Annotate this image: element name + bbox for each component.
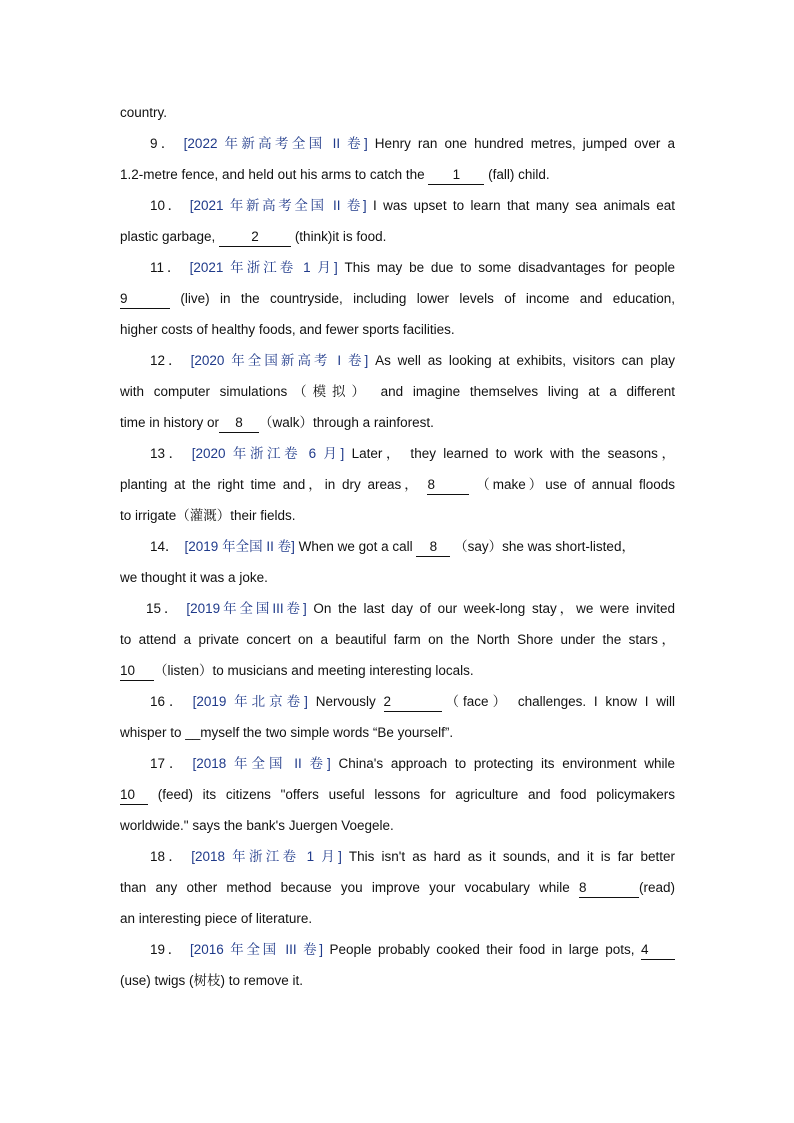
answer-blank: 10	[120, 786, 148, 805]
exam-source: [2019 年北京卷]	[192, 694, 308, 709]
question-text: (read)	[638, 880, 675, 895]
question-text: People probably cooked their food in large pots,	[323, 942, 641, 957]
question-text: to irrigate（灌溉）their fields.	[120, 508, 296, 523]
question-text: Henry ran one hundred metres, jumped over a	[367, 136, 675, 151]
question-number: 18．	[150, 849, 186, 864]
question-text: （walk）through a rainforest.	[259, 415, 434, 430]
exam-source: [2019年全国III卷]	[186, 601, 307, 616]
answer-blank: 8	[579, 879, 639, 898]
exam-source: [2018 年全国 II 卷]	[192, 756, 331, 771]
question-text: （listen）to musicians and meeting interesting locals.	[154, 663, 474, 678]
question-text: than any other method because you improve your vocabulary while	[120, 880, 579, 895]
answer-blank: 8	[416, 538, 450, 557]
text-line	[120, 161, 675, 192]
answer-blank: 4	[641, 941, 675, 960]
answer-blank: 8	[219, 414, 259, 433]
question-line	[120, 750, 675, 781]
question-text: Later， they learned to work with the seasons，	[344, 446, 675, 461]
question-text: planting at the right time and，in dry areas，	[120, 477, 428, 492]
question-text: (think)it is food.	[291, 229, 387, 244]
question-text: time in history or	[120, 415, 220, 430]
question-line	[120, 595, 675, 626]
line-text: country.	[120, 105, 168, 120]
text-line	[120, 657, 675, 688]
exam-source: [2020 年全国新高考 I 卷]	[190, 353, 369, 368]
question-line	[120, 192, 675, 223]
question-text: to attend a private concert on a beautiful farm on the North Shore under the stars，	[120, 632, 675, 647]
question-line	[120, 440, 675, 471]
text-line	[120, 409, 675, 440]
exam-source: [2018 年浙江卷 1 月]	[191, 849, 342, 864]
text-line	[120, 626, 675, 657]
question-text: we thought it was a joke.	[120, 570, 268, 585]
question-number: 15．	[146, 601, 181, 616]
text-line	[120, 874, 675, 905]
question-number: 11．	[150, 260, 184, 275]
question-text: plastic garbage,	[120, 229, 220, 244]
text-line	[120, 905, 675, 936]
question-line	[120, 936, 675, 967]
question-text: This isn't as hard as it sounds, and it is far better	[341, 849, 675, 864]
question-number: 19．	[150, 942, 184, 957]
question-number: 16．	[150, 694, 187, 709]
question-number: 17．	[150, 756, 187, 771]
answer-blank: 2	[384, 693, 442, 712]
question-number: 9．	[150, 136, 178, 151]
question-text: 1.2-metre fence, and held out his arms to catch the	[120, 167, 429, 182]
text-line	[120, 967, 675, 998]
question-text: (live) in the countryside, including lower levels of income and education,	[170, 291, 675, 306]
text-line	[120, 285, 675, 316]
text-line	[120, 781, 675, 812]
question-text: China's approach to protecting its environment while	[330, 756, 675, 771]
exam-source: [2020 年浙江卷 6 月]	[191, 446, 345, 461]
question-text: As well as looking at exhibits, visitors can play	[368, 353, 675, 368]
answer-blank: 1	[428, 166, 484, 185]
question-text: worldwide." says the bank's Juergen Voegele.	[120, 818, 394, 833]
question-text: an interesting piece of literature.	[120, 911, 313, 926]
question-text: I was upset to learn that many sea animals eat	[366, 198, 675, 213]
exam-source: [2021 年新高考全国 II 卷]	[189, 198, 367, 213]
text-line	[120, 378, 675, 409]
answer-blank: 9	[120, 290, 170, 309]
answer-blank: 2	[219, 228, 291, 247]
question-line	[120, 843, 675, 874]
question-line	[120, 130, 675, 161]
document-page	[120, 99, 675, 998]
answer-blank: 10	[120, 662, 154, 681]
question-text: （make）use of annual floods	[469, 477, 675, 492]
text-line	[120, 223, 675, 254]
answer-blank: 8	[427, 476, 469, 495]
text-line	[120, 316, 675, 347]
question-number: 10．	[150, 198, 184, 213]
question-line	[120, 533, 675, 564]
text-line	[120, 719, 675, 750]
question-text: （say）she was short-listed，	[450, 539, 635, 554]
question-text: (feed) its citizens "offers useful lessons for agriculture and food policymakers	[148, 787, 675, 802]
exam-source: [2019 年全国 II 卷]	[184, 539, 295, 554]
text-line	[120, 564, 675, 595]
question-line	[120, 688, 675, 719]
exam-source: [2022 年新高考全国 II 卷]	[183, 136, 368, 151]
question-text: whisper to __myself the two simple words “Be yourself”.	[120, 725, 454, 740]
question-number: 12．	[150, 353, 185, 368]
question-text: When we got a call	[294, 539, 417, 554]
exam-source: [2016 年全国 III 卷]	[189, 942, 324, 957]
question-text: with computer simulations（模拟） and imagine themselves living at a different	[120, 384, 675, 399]
exam-source: [2021 年浙江卷 1 月]	[189, 260, 338, 275]
question-text: Nervously	[307, 694, 384, 709]
question-text: （face） challenges. I know I will	[441, 694, 675, 709]
question-text: higher costs of healthy foods, and fewer sports facilities.	[120, 322, 455, 337]
question-text: This may be due to some disadvantages for people	[337, 260, 675, 275]
question-line	[120, 347, 675, 378]
question-text: (fall) child.	[484, 167, 550, 182]
question-line	[120, 254, 675, 285]
question-number: 14．	[150, 539, 179, 554]
text-line	[120, 812, 675, 843]
question-text: (use) twigs (树枝) to remove it.	[120, 973, 304, 988]
text-line	[120, 502, 675, 533]
question-number: 13．	[150, 446, 186, 461]
question-text: On the last day of our week-long stay，we were invited	[306, 601, 675, 616]
text-line	[120, 99, 675, 130]
text-line	[120, 471, 675, 502]
